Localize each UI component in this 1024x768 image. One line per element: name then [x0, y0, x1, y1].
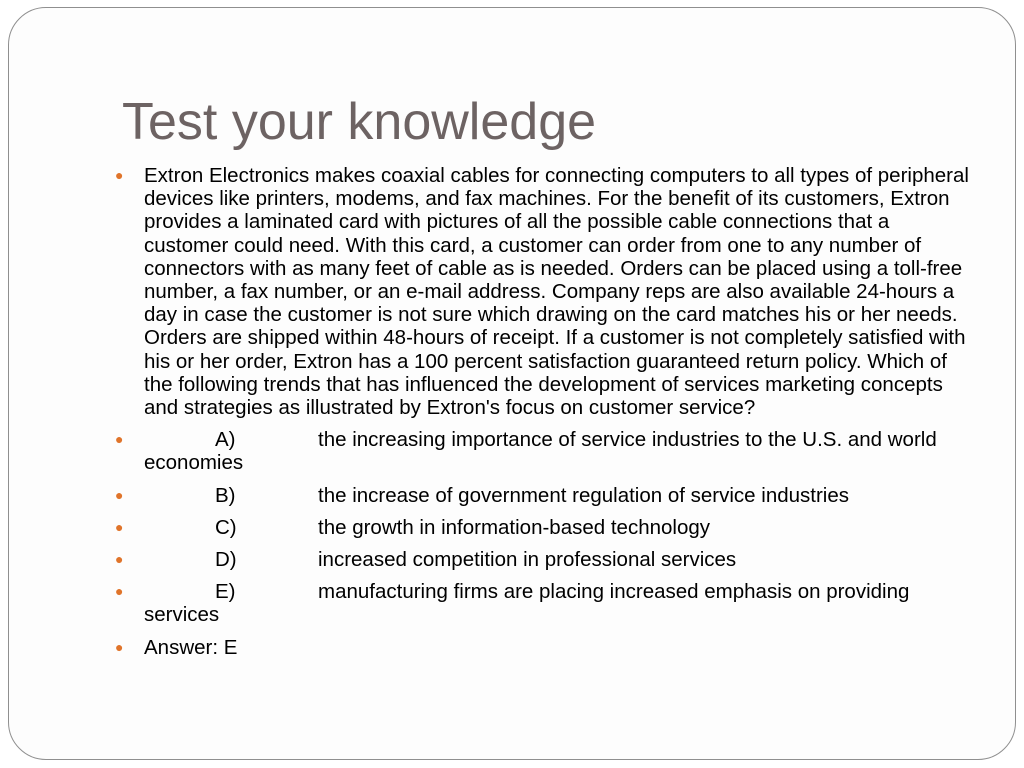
slide-title: Test your knowledge	[122, 93, 597, 151]
option-bullet-d	[115, 548, 970, 572]
option-text: increased competition in professional services	[318, 548, 737, 572]
option-text: the growth in information-based technology	[318, 515, 711, 539]
answer-bullet	[115, 635, 970, 659]
option-text: the increasing importance of service industries to the U.S. and world economies	[144, 428, 937, 475]
bullet-dot-icon: ●	[115, 583, 124, 600]
bullet-dot-icon: ●	[115, 551, 124, 568]
option-letter: C)	[215, 515, 237, 539]
question-bullet	[115, 164, 970, 420]
bullet-dot-icon: ●	[115, 486, 124, 503]
option-letter: E)	[215, 580, 236, 604]
option-bullet-c	[115, 515, 970, 539]
answer-text: Answer: E	[144, 635, 238, 659]
bullet-dot-icon: ●	[115, 638, 124, 655]
bullet-dot-icon: ●	[115, 167, 124, 183]
question-text: Extron Electronics makes coaxial cables for connecting computers to all types of peripheral devices like printers, modems, and fax machines. For the benefit of its customers, Extron provides a laminated card with pictures of all the possible cable connections that a customer could need. With this card, a customer can order from one to any number of connectors with as many feet of cable as is needed. Orders can be placed using a toll-free number, a fax number, or an e-mail address. Company reps are also available 24-hours a day in case the customer is not sure which drawing on the card matches his or her needs. Orders are shipped within 48-hours of receipt. If a customer is not completely satisfied with his or her order, Extron has a 100 percent satisfaction guaranteed return policy. Which of the following trends that has influenced the development of services marketing concepts and strategies as illustrated by Extron's focus on customer service?	[144, 164, 969, 420]
option-bullet-b	[115, 483, 970, 507]
bullet-list	[115, 164, 970, 668]
option-letter: B)	[215, 483, 236, 507]
option-letter: D)	[215, 548, 237, 572]
option-text: manufacturing firms are placing increased emphasis on providing services	[144, 580, 910, 627]
option-text: the increase of government regulation of service industries	[318, 483, 850, 507]
option-bullet-e	[115, 580, 970, 627]
bullet-dot-icon: ●	[115, 518, 124, 535]
option-bullet-a	[115, 428, 970, 475]
bullet-dot-icon: ●	[115, 431, 124, 448]
option-letter: A)	[215, 428, 236, 452]
